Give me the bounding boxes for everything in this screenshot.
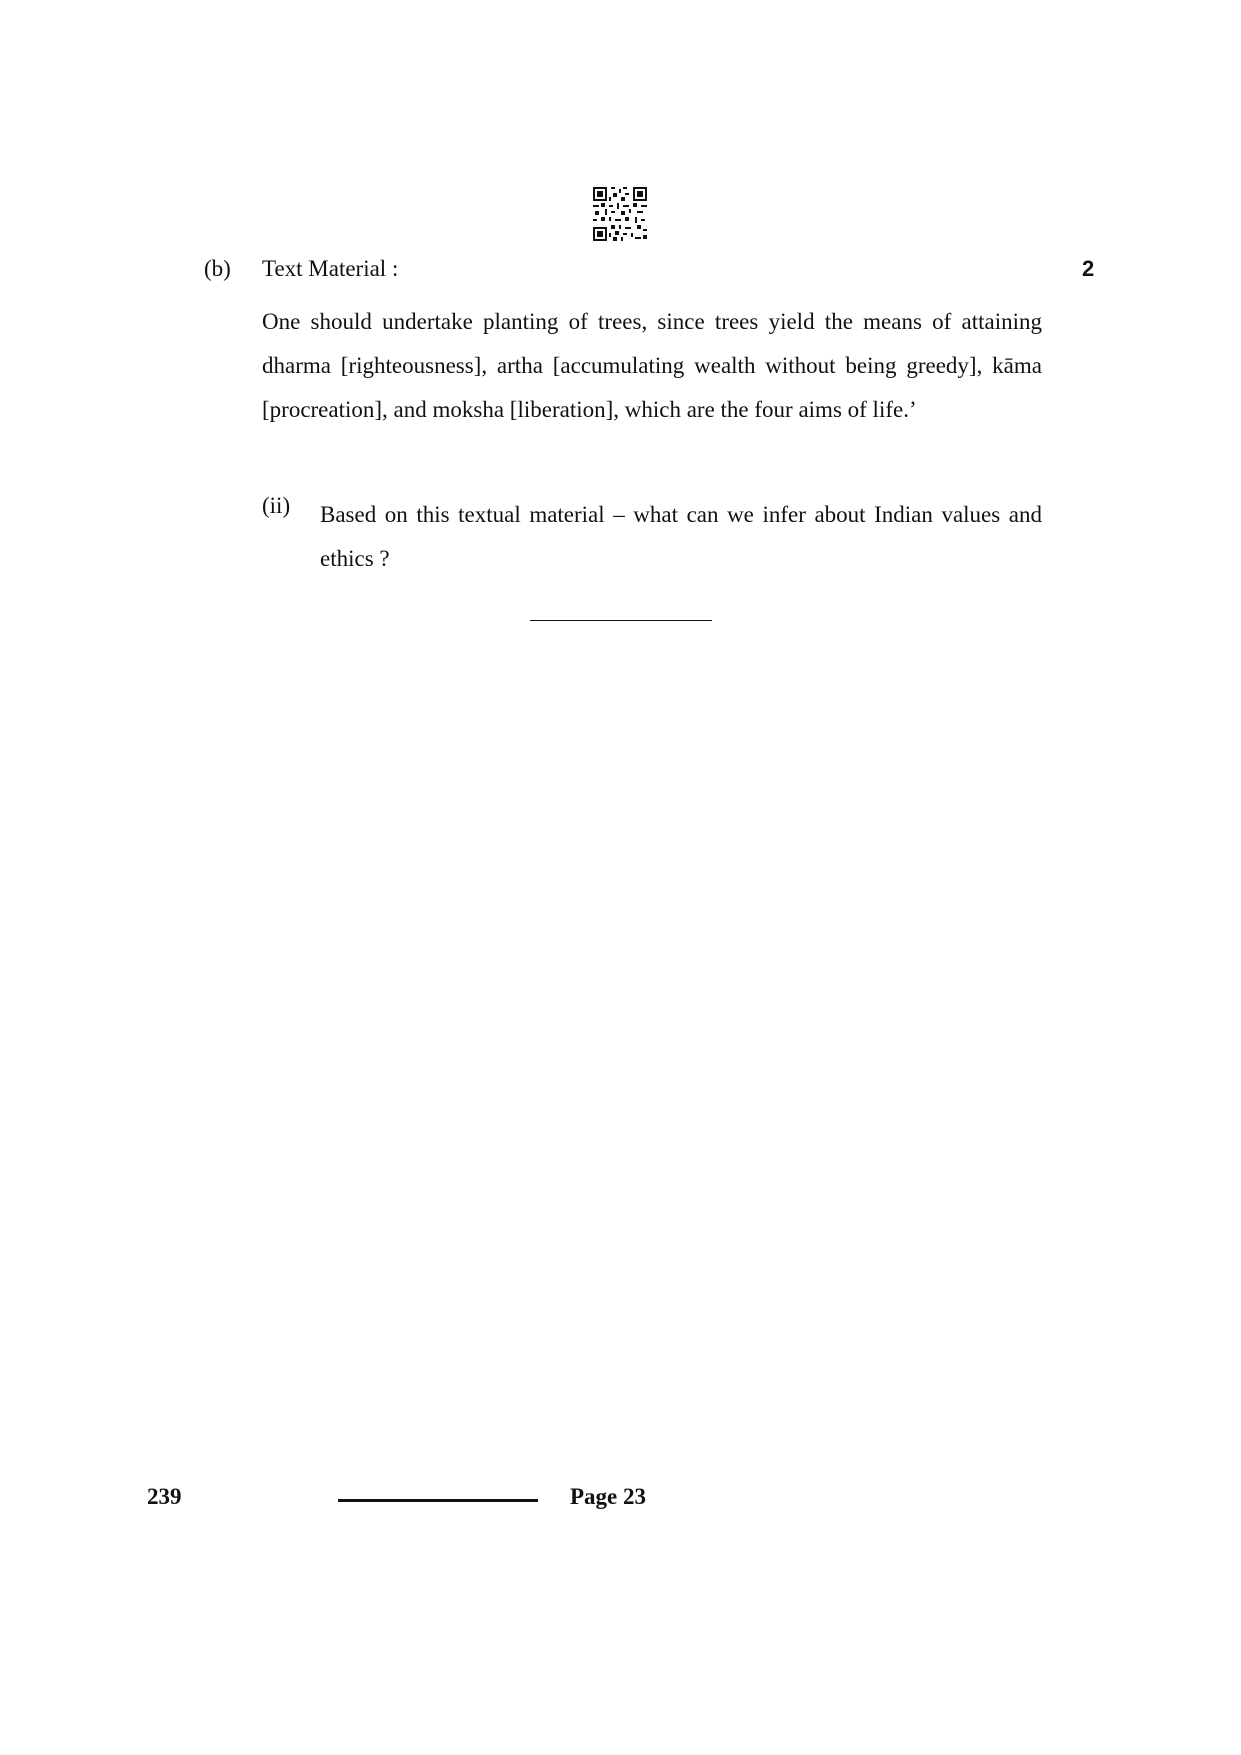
footer-page-number: Page 23 <box>570 1484 647 1509</box>
footer-divider <box>338 1499 538 1502</box>
end-of-question-divider <box>530 620 712 621</box>
question-part-title: Text Material : <box>262 256 399 281</box>
subquestion-text: Based on this textual material – what can we infer about Indian values and ethics ? <box>320 502 1042 571</box>
question-part-label: (b) <box>204 256 231 281</box>
qr-code-icon <box>593 187 647 241</box>
question-marks: 2 <box>1082 256 1095 281</box>
text-material-passage: One should undertake planting of trees, since trees yield the means of attaining dharma [righteousness], artha [accumulating wealth without being greedy], kāma [procreation], and moksha [liberation], which are the four aims of life.’ <box>262 309 1042 422</box>
footer-code: 239 <box>147 1484 182 1509</box>
subquestion-label: (ii) <box>262 493 291 518</box>
